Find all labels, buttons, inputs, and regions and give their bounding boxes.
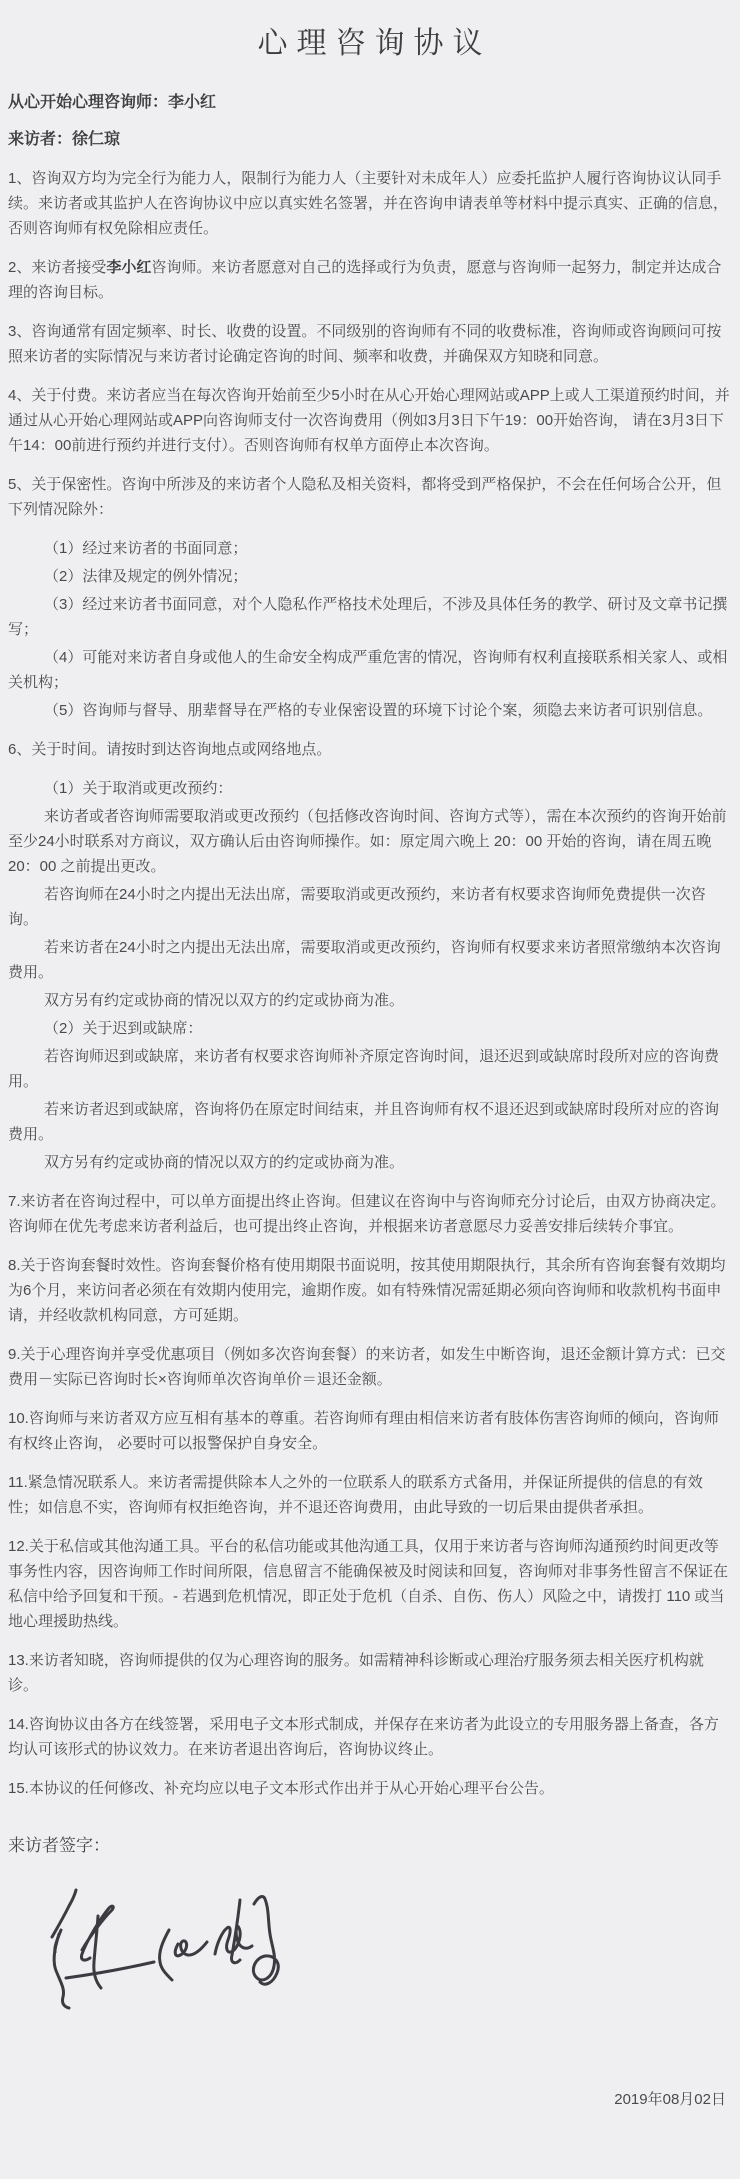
- counselor-name-bold: 李小红: [106, 259, 152, 276]
- clause-11-text: 11.紧急情况联系人。来访者需提供除本人之外的一位联系人的联系方式备用，并保证所提供的信息的有效性；如信息不实，咨询师有权拒绝咨询，并不退还咨询费用，由此导致的一切后果由提供者承担。: [8, 1474, 703, 1516]
- page-title: 心理咨询协议: [257, 27, 492, 60]
- clause-6-item-8: 若来访者迟到或缺席，咨询将仍在原定时间结束，并且咨询师有权不退还迟到或缺席时段所对应的咨询费用。: [8, 1101, 720, 1143]
- clause-2-text: [8, 255, 732, 305]
- clause-3: [8, 319, 732, 369]
- clause-1-text: 1、咨询双方均为完全行为能力人，限制行为能力人（主要针对未成年人）应委托监护人履行咨询协议认同手续。来访者或其监护人在咨询协议中应以真实姓名签署，并在咨询申请表单等材料中提示真实、正确的信息，否则咨询师有权免除相应责任。: [8, 170, 729, 237]
- clause-15-text: 15.本协议的任何修改、补充均应以电子文本形式作出并于从心开始心理平台公告。: [8, 1780, 554, 1797]
- clause-6-item-5: 双方另有约定或协商的情况以双方的约定或协商为准。: [44, 992, 405, 1009]
- clause-6-item-6: （2）关于迟到或缺席：: [44, 1020, 203, 1037]
- clause-8: [8, 1253, 732, 1328]
- clause-9: [8, 1342, 732, 1392]
- clause-6-item-3: 若咨询师在24小时之内提出无法出席，需要取消或更改预约，来访者有权要求咨询师免费提供一次咨询。: [8, 886, 706, 928]
- agreement-date: 2019年08月02日: [614, 2091, 726, 2108]
- clause-5-text: 5、关于保密性。咨询中所涉及的来访者个人隐私及相关资料，都将受到严格保护，不会在任何场合公开，但下列情况除外：: [8, 476, 722, 518]
- clause-5-item-2: （2）法律及规定的例外情况；: [44, 568, 248, 585]
- clause-12: [8, 1534, 732, 1634]
- clause-13-text: 13.来访者知晓，咨询师提供的仅为心理咨询的服务。如需精神科诊断或心理治疗服务须去相关医疗机构就诊。: [8, 1652, 704, 1694]
- clause-4: [8, 383, 732, 458]
- clause-7: [8, 1189, 732, 1239]
- visitor-signature: [24, 1870, 732, 2030]
- clause-5-item-4: （4）可能对来访者自身或他人的生命安全构成严重危害的情况，咨询师有权利直接联系相关家人、或相关机构；: [8, 649, 728, 691]
- clause-5: [8, 472, 732, 723]
- clause-2-suffix: 咨询师。来访者愿意对自己的选择或行为负责，愿意与咨询师一起努力，制定并达成合理的咨询目标。: [8, 259, 722, 301]
- clause-15: [8, 1776, 732, 1801]
- clause-6: [8, 737, 732, 1175]
- clause-10-text: 10.咨询师与来访者双方应互相有基本的尊重。若咨询师有理由相信来访者有肢体伤害咨询师的倾向，咨询师有权终止咨询， 必要时可以报警保护自身安全。: [8, 1410, 719, 1452]
- clause-5-item-3: （3）经过来访者书面同意，对个人隐私作严格技术处理后，不涉及具体任务的教学、研讨及文章书记撰写；: [8, 596, 728, 638]
- clause-7-text: 7.来访者在咨询过程中，可以单方面提出终止咨询。但建议在咨询中与咨询师充分讨论后，由双方协商决定。咨询师在优先考虑来访者利益后，也可提出终止咨询，并根据来访者意愿尽力妥善安排后续转介事宜。: [8, 1193, 726, 1235]
- clause-3-text: 3、咨询通常有固定频率、时长、收费的设置。不同级别的咨询师有不同的收费标准，咨询师或咨询顾问可按照来访者的实际情况与来访者讨论确定咨询的时间、频率和收费，并确保双方知晓和同意。: [8, 323, 722, 365]
- clause-4-text: 4、关于付费。来访者应当在每次咨询开始前至少5小时在从心开始心理网站或APP上或人工渠道预约时间，并通过从心开始心理网站或APP向咨询师支付一次咨询费用（例如3月3日下午19：00开始咨询， 请在3月3日下午14：00前进行预约并进行支付）。否则咨询师有权单方面停止本次咨询。: [8, 387, 730, 454]
- counselor-line: 从心开始心理咨询师：李小红: [8, 94, 217, 111]
- clause-5-item-5: （5）咨询师与督导、朋辈督导在严格的专业保密设置的环境下讨论个案，须隐去来访者可识别信息。: [44, 702, 713, 719]
- clause-14: [8, 1712, 732, 1762]
- visitor-signature-image: [24, 1870, 324, 2030]
- clause-5-item-1: （1）经过来访者的书面同意；: [44, 540, 248, 557]
- visitor-line: 来访者：徐仁琼: [8, 131, 121, 148]
- clause-14-text: 14.咨询协议由各方在线签署，采用电子文本形式制成，并保存在来访者为此设立的专用服务器上备查，各方均认可该形式的协议效力。在来访者退出咨询后，咨询协议终止。: [8, 1716, 719, 1758]
- clause-11: [8, 1470, 732, 1520]
- clause-9-text: 9.关于心理咨询并享受优惠项目（例如多次咨询套餐）的来访者，如发生中断咨询，退还金额计算方式：已交费用－实际已咨询时长×咨询师单次咨询单价＝退还金额。: [8, 1346, 726, 1388]
- visitor-signature-label: 来访者签字：: [8, 1836, 110, 1855]
- clause-8-text: 8.关于咨询套餐时效性。咨询套餐价格有使用期限书面说明，按其使用期限执行，其余所有咨询套餐有效期均为6个月，来访问者必须在有效期内使用完，逾期作废。如有特殊情况需延期必须向咨询师和收款机构书面申请，并经收款机构同意，方可延期。: [8, 1257, 726, 1324]
- clause-6-item-7: 若咨询师迟到或缺席，来访者有权要求咨询师补齐原定咨询时间，退还迟到或缺席时段所对应的咨询费用。: [8, 1048, 720, 1090]
- clause-12-text: 12.关于私信或其他沟通工具。平台的私信功能或其他沟通工具，仅用于来访者与咨询师沟通预约时间更改等事务性内容，因咨询师工作时间所限，信息留言不能确保被及时阅读和回复，咨询师对非事务性留言不保证在私信中给予回复和干预。- 若遇到危机情况，即正处于危机（自杀、自伤、伤人）风险之中，请拨打 110 或当地心理援助热线。: [8, 1538, 729, 1630]
- clause-2-prefix: 2、来访者接受: [8, 259, 107, 276]
- clause-6-item-1: （1）关于取消或更改预约：: [44, 780, 233, 797]
- clause-6-item-9: 双方另有约定或协商的情况以双方的约定或协商为准。: [44, 1154, 405, 1171]
- clause-13: [8, 1648, 732, 1698]
- clause-2: [8, 255, 732, 305]
- clause-6-item-2: 来访者或者咨询师需要取消或更改预约（包括修改咨询时间、咨询方式等），需在本次预约的咨询开始前至少24小时联系对方商议，双方确认后由咨询师操作。如：原定周六晚上 20：00 开始的咨询，请在周五晚 20：00 之前提出更改。: [8, 808, 727, 875]
- clause-6-item-4: 若来访者在24小时之内提出无法出席，需要取消或更改预约，咨询师有权要求来访者照常缴纳本次咨询费用。: [8, 939, 721, 981]
- clause-6-text: 6、关于时间。请按时到达咨询地点或网络地点。: [8, 741, 332, 758]
- clause-10: [8, 1406, 732, 1456]
- clause-1: [8, 166, 732, 241]
